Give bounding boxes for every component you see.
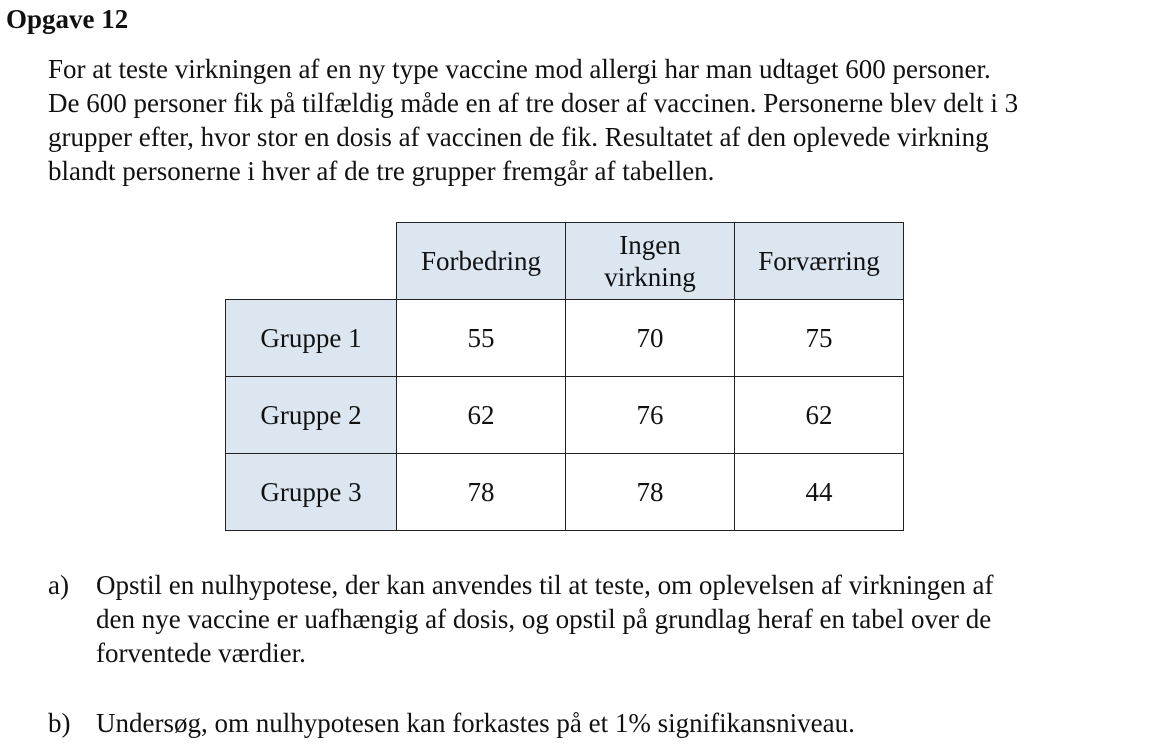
question-line: Undersøg, om nulhypotesen kan forkastes på et 1% signifikansniveau. — [96, 708, 855, 738]
column-header-label: Ingen — [619, 230, 681, 260]
table-cell: 55 — [397, 300, 566, 377]
table-cell: 70 — [566, 300, 735, 377]
results-table — [225, 222, 904, 531]
column-header-forbedring — [397, 223, 566, 300]
table-header-row — [226, 223, 904, 300]
row-header-gruppe-1: Gruppe 1 — [226, 300, 397, 377]
question-line: Opstil en nulhypotese, der kan anvendes til at teste, om oplevelsen af virkningen af — [96, 570, 994, 600]
table-cell: 75 — [735, 300, 904, 377]
question-b — [48, 706, 1138, 740]
table-cell: 78 — [397, 454, 566, 531]
question-line: forventede værdier. — [96, 638, 306, 668]
intro-text — [48, 52, 1133, 188]
table-corner-cell — [226, 223, 397, 300]
column-header-forvaerring — [735, 223, 904, 300]
table-row — [226, 377, 904, 454]
table-cell: 44 — [735, 454, 904, 531]
table-cell: 62 — [735, 377, 904, 454]
row-header-gruppe-3: Gruppe 3 — [226, 454, 397, 531]
row-header-gruppe-2: Gruppe 2 — [226, 377, 397, 454]
table-cell: 62 — [397, 377, 566, 454]
intro-line: For at teste virkningen af en ny type vaccine mod allergi har man udtaget 600 personer. — [48, 54, 991, 84]
question-label: a) — [48, 570, 69, 600]
exercise-title: Opgave 12 — [6, 4, 129, 34]
intro-line: De 600 personer fik på tilfældig måde en af tre doser af vaccinen. Personerne blev delt i 3 — [48, 88, 1019, 118]
question-text — [96, 568, 1138, 670]
question-a — [48, 568, 1138, 670]
column-header-label: Forværring — [758, 246, 880, 276]
intro-line: blandt personerne i hver af de tre grupper fremgår af tabellen. — [48, 156, 715, 186]
table-row — [226, 454, 904, 531]
question-text — [96, 706, 1138, 740]
table-cell: 76 — [566, 377, 735, 454]
table-cell: 78 — [566, 454, 735, 531]
column-header-label: Forbedring — [421, 246, 541, 276]
question-label: b) — [48, 708, 71, 738]
questions-list — [48, 568, 1138, 740]
column-header-label-line2: virkning — [604, 262, 696, 292]
table-row — [226, 300, 904, 377]
column-header-ingen-virkning — [566, 223, 735, 300]
question-line: den nye vaccine er uafhængig af dosis, og opstil på grundlag heraf en tabel over de — [96, 604, 992, 634]
intro-line: grupper efter, hvor stor en dosis af vaccinen de fik. Resultatet af den oplevede virkning — [48, 122, 989, 152]
